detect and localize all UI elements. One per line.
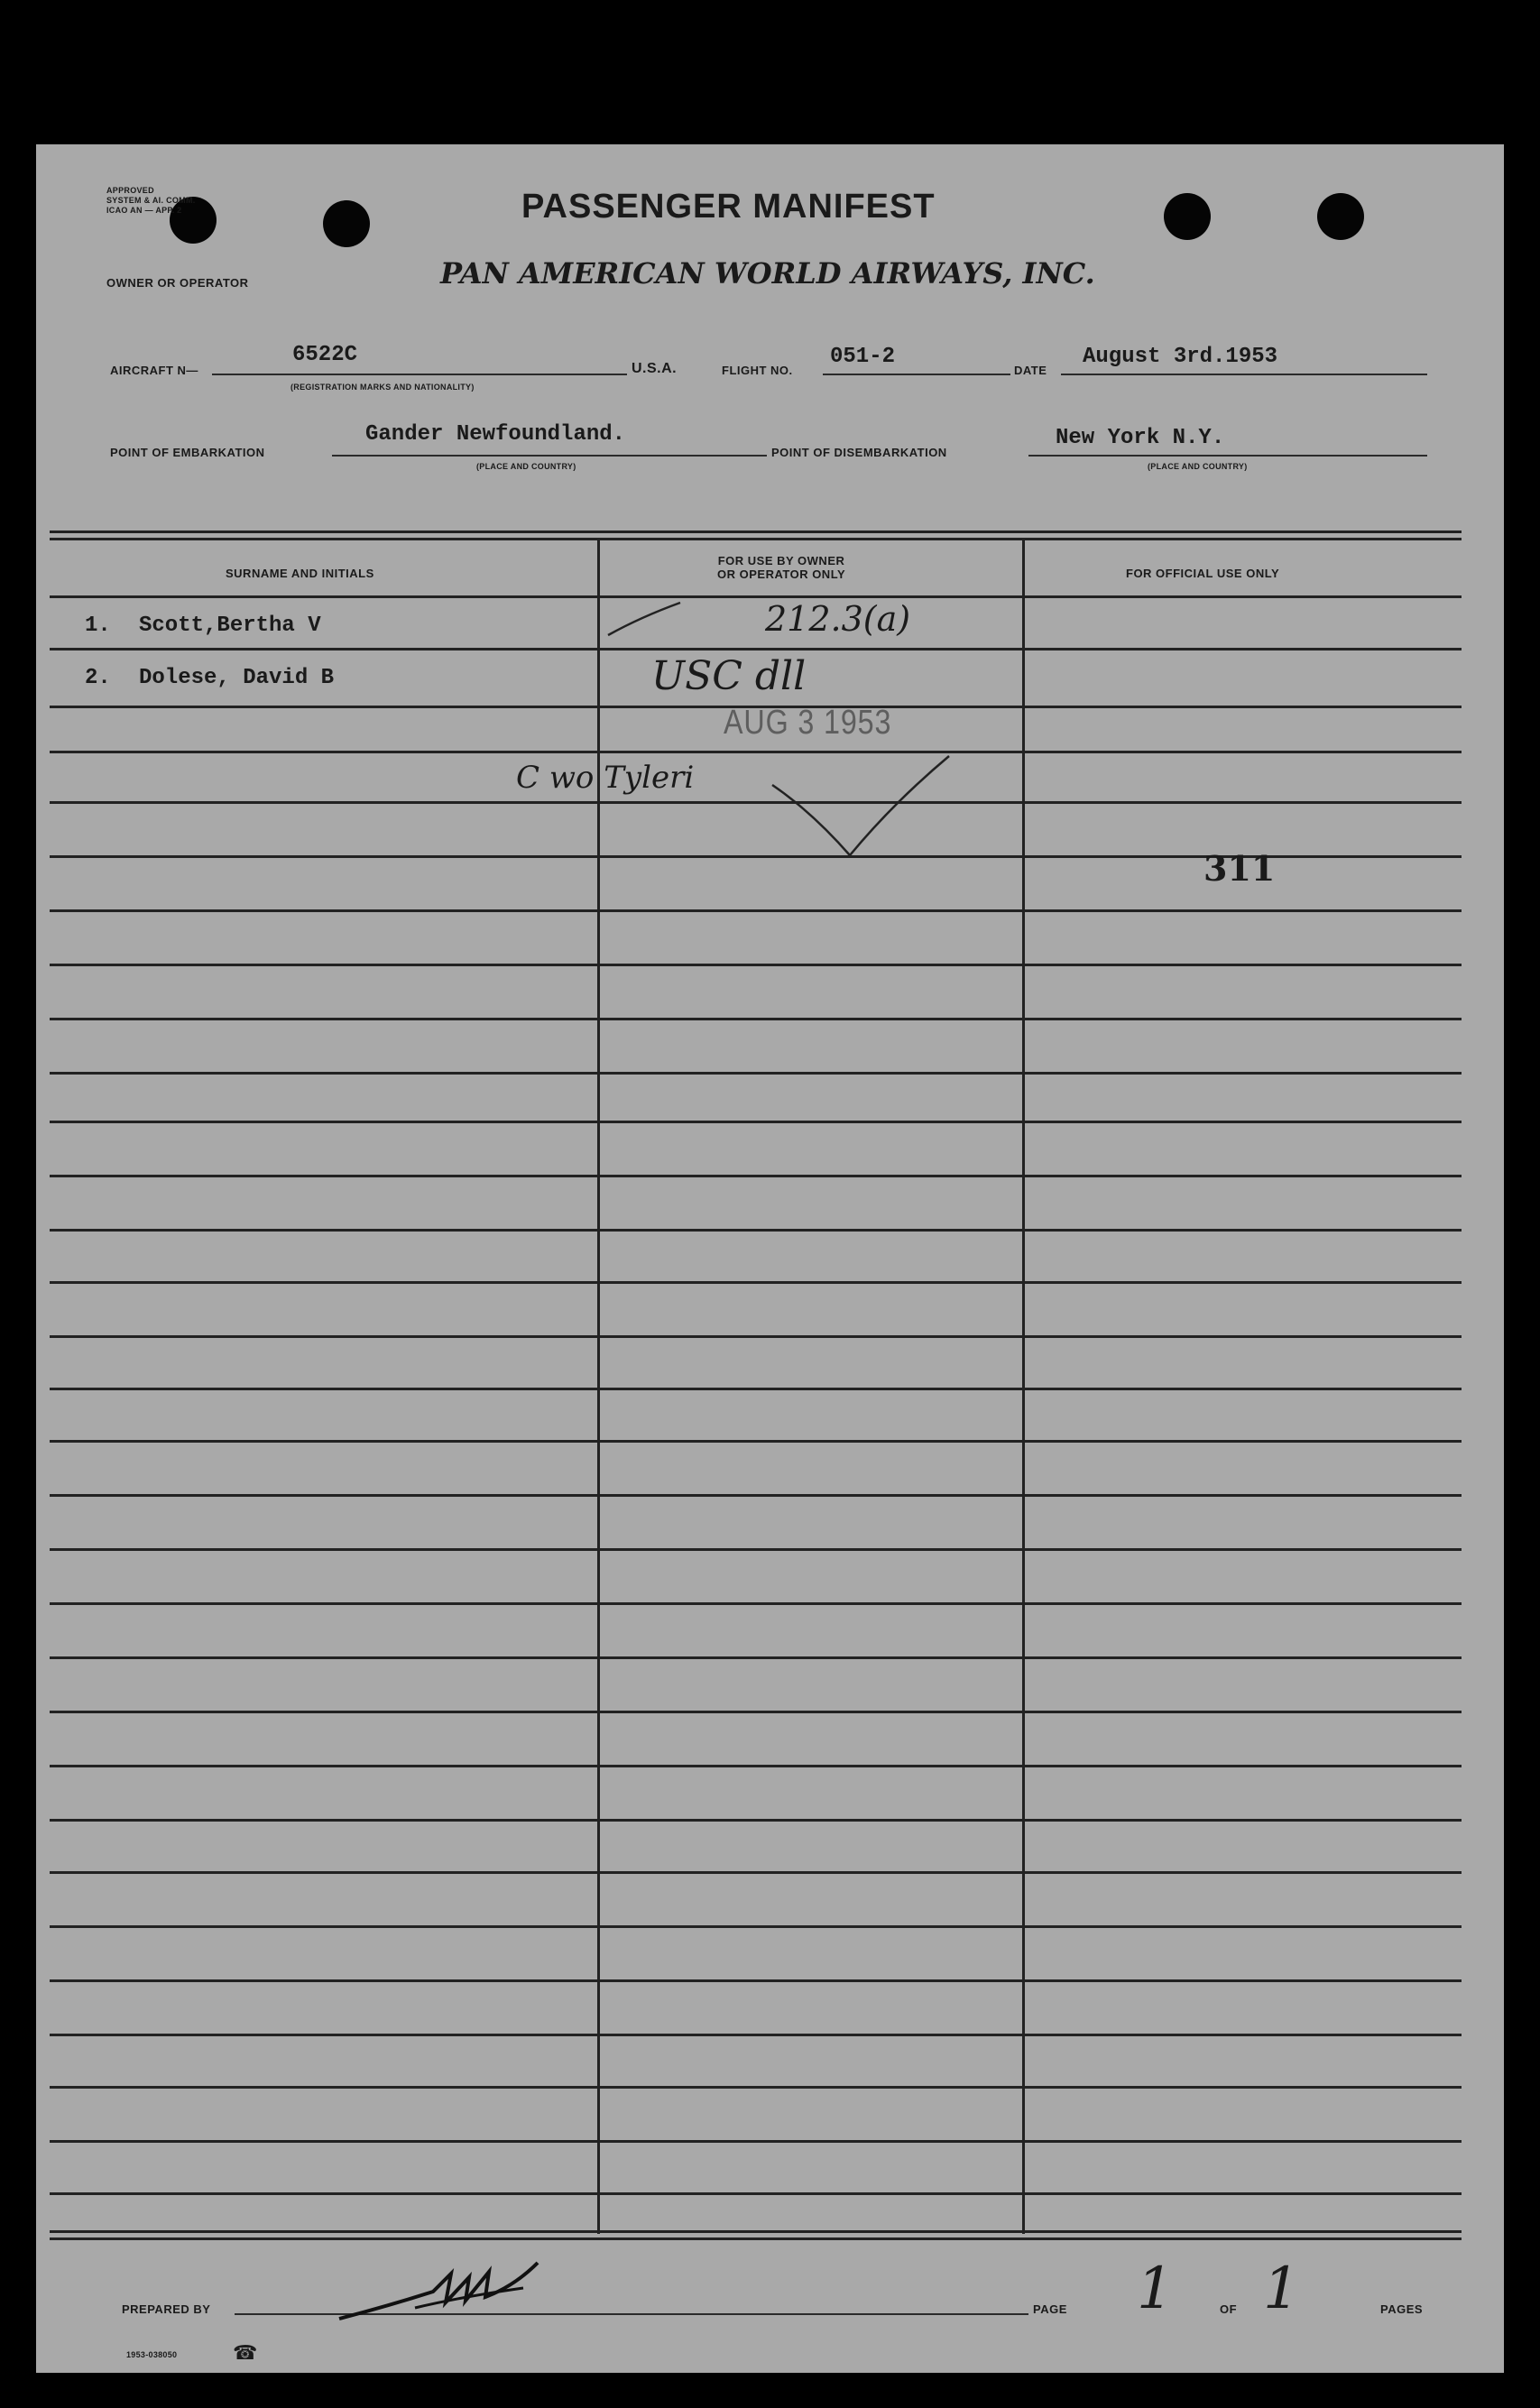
row-line bbox=[50, 801, 1462, 804]
prepared-by-label: PREPARED BY bbox=[122, 2302, 211, 2316]
flight-value: 051-2 bbox=[830, 345, 896, 369]
table-bottom-rule bbox=[50, 2230, 1462, 2233]
row-line bbox=[50, 1711, 1462, 1713]
date-underline bbox=[1061, 374, 1427, 375]
usc-annotation: USC dll bbox=[651, 653, 807, 699]
owner-value: PAN AMERICAN WORLD AIRWAYS, INC. bbox=[440, 256, 1095, 291]
table-top-rule-2 bbox=[50, 538, 1462, 540]
date-value: August 3rd.1953 bbox=[1083, 345, 1278, 369]
aircraft-label: AIRCRAFT N— bbox=[110, 364, 198, 377]
row-line bbox=[50, 1388, 1462, 1390]
usa-label: U.S.A. bbox=[632, 361, 678, 376]
row-line bbox=[50, 1979, 1462, 1982]
punch-hole-left-2 bbox=[323, 200, 370, 247]
row-line bbox=[50, 1925, 1462, 1928]
column-header-owner-use: FOR USE BY OWNER OR OPERATOR ONLY bbox=[717, 554, 846, 581]
place-note-left: (PLACE AND COUNTRY) bbox=[476, 462, 576, 471]
row-line bbox=[50, 964, 1462, 966]
row-line bbox=[50, 1656, 1462, 1659]
row-line bbox=[50, 648, 1462, 650]
column-header-surname: SURNAME AND INITIALS bbox=[226, 567, 374, 580]
passenger-1-name: Scott,Bertha V bbox=[139, 614, 321, 638]
row-line bbox=[50, 1871, 1462, 1874]
row-line bbox=[50, 2140, 1462, 2143]
row-line bbox=[50, 1494, 1462, 1497]
row-line bbox=[50, 1765, 1462, 1767]
row-line bbox=[50, 1335, 1462, 1338]
total-pages: 1 bbox=[1263, 2256, 1300, 2322]
passenger-1-number: 1. bbox=[85, 614, 111, 638]
embark-label: POINT OF EMBARKATION bbox=[110, 446, 265, 459]
embark-underline bbox=[332, 455, 767, 457]
row-line bbox=[50, 2034, 1462, 2036]
registration-note: (REGISTRATION MARKS AND NATIONALITY) bbox=[290, 383, 475, 392]
page-title: PASSENGER MANIFEST bbox=[521, 188, 936, 226]
flight-underline bbox=[823, 374, 1010, 375]
row-line bbox=[50, 909, 1462, 912]
row-line bbox=[50, 1072, 1462, 1075]
punch-hole-right-1 bbox=[1164, 193, 1211, 240]
preparer-signature bbox=[334, 2256, 541, 2328]
row-line bbox=[50, 1018, 1462, 1020]
official-number: 311 bbox=[1203, 848, 1276, 889]
cwo-annotation: C wo Tyleri bbox=[516, 760, 695, 796]
owner-label: OWNER OR OPERATOR bbox=[106, 276, 249, 290]
passenger-2-number: 2. bbox=[85, 666, 111, 690]
date-label: DATE bbox=[1014, 364, 1047, 377]
row-line bbox=[50, 2192, 1462, 2195]
row-line bbox=[50, 1602, 1462, 1605]
table-top-rule bbox=[50, 530, 1462, 533]
code-annotation: 212.3(a) bbox=[765, 599, 911, 639]
telephone-icon: ☎ bbox=[233, 2341, 258, 2364]
row-line bbox=[50, 1819, 1462, 1822]
manifest-sheet bbox=[36, 144, 1504, 2373]
aircraft-value: 6522C bbox=[292, 343, 358, 367]
approval-note: APPROVED SYSTEM & AI. COMM. ICAO AN — APP. 2 bbox=[106, 186, 196, 215]
row-line bbox=[50, 1281, 1462, 1284]
row-line bbox=[50, 1229, 1462, 1232]
page-number: 1 bbox=[1137, 2256, 1174, 2322]
place-note-right: (PLACE AND COUNTRY) bbox=[1148, 462, 1248, 471]
form-number: 1953-038050 bbox=[126, 2350, 178, 2359]
date-stamp: AUG 3 1953 bbox=[724, 704, 892, 742]
disembark-underline bbox=[1028, 455, 1427, 457]
table-bottom-rule-2 bbox=[50, 2237, 1462, 2240]
of-label: OF bbox=[1220, 2302, 1238, 2316]
column-header-official-use: FOR OFFICIAL USE ONLY bbox=[1126, 567, 1280, 580]
row-line bbox=[50, 2086, 1462, 2089]
row-line bbox=[50, 1121, 1462, 1123]
passenger-2-name: Dolese, David B bbox=[139, 666, 335, 690]
disembark-label: POINT OF DISEMBARKATION bbox=[771, 446, 947, 459]
check-mark-large bbox=[767, 749, 956, 866]
check-mark-top bbox=[604, 597, 686, 642]
row-line bbox=[50, 751, 1462, 753]
disembark-value: New York N.Y. bbox=[1056, 426, 1225, 450]
row-line bbox=[50, 1548, 1462, 1551]
row-line bbox=[50, 1440, 1462, 1443]
pages-label: PAGES bbox=[1380, 2302, 1424, 2316]
page-label: PAGE bbox=[1033, 2302, 1067, 2316]
row-line bbox=[50, 595, 1462, 598]
flight-label: FLIGHT NO. bbox=[722, 364, 793, 377]
aircraft-underline bbox=[212, 374, 627, 375]
punch-hole-right-2 bbox=[1317, 193, 1364, 240]
row-line bbox=[50, 1175, 1462, 1177]
embark-value: Gander Newfoundland. bbox=[365, 422, 626, 447]
